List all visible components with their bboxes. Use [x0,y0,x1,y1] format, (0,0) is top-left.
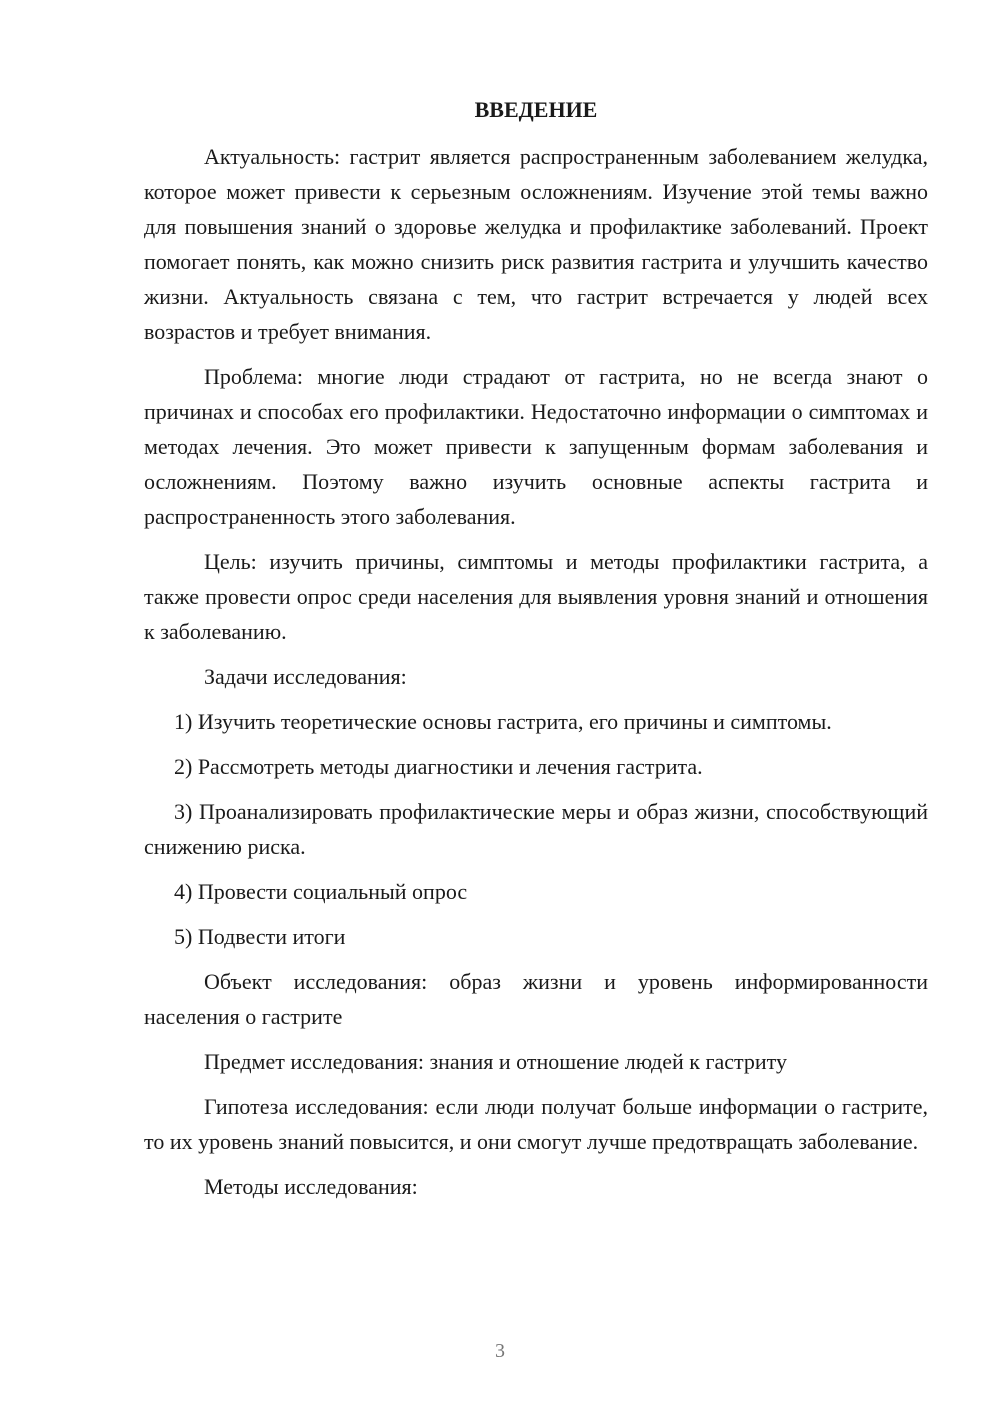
paragraph-methods: Методы исследования: [204,1174,418,1199]
paragraph-object: Объект исследования: образ жизни и уровень информированности населения о гастрите [144,969,928,1029]
task-item-3: 3) Проанализировать профилактические меры и образ жизни, способствующий снижению риска. [144,799,928,859]
task-item-5: 5) Подвести итоги [174,924,346,949]
paragraph-problem: Проблема: многие люди страдают от гастрита, но не всегда знают о причинах и способах его профилактики. Недостаточно информации о симптомах и методах лечения. Это может привести к запущенным формам заболевания и осложнениям. Поэтому важно изучить основные аспекты гастрита и распространенность этого заболевания. [144,364,928,529]
paragraph-hypothesis: Гипотеза исследования: если люди получат больше информации о гастрите, то их уровень знаний повысится, и они смогут лучше предотвращать заболевание. [144,1094,928,1154]
task-item-4: 4) Провести социальный опрос [174,879,468,904]
paragraph-relevance: Актуальность: гастрит является распространенным заболеванием желудка, которое может привести к серьезным осложнениям. Изучение этой темы важно для повышения знаний о здоровье желудка и профилактике заболеваний. Проект помогает понять, как можно снизить риск развития гастрита и улучшить качество жизни. Актуальность связана с тем, что гастрит встречается у людей всех возрастов и требует внимания. [144,144,928,344]
page-content [144,92,928,1214]
page-number: 3 [495,1340,505,1362]
paragraph-tasks-heading: Задачи исследования: [204,664,407,689]
task-item-1: 1) Изучить теоретические основы гастрита, его причины и симптомы. [174,709,832,734]
paragraph-goal: Цель: изучить причины, симптомы и методы профилактики гастрита, а также провести опрос среди населения для выявления уровня знаний и отношения к заболеванию. [144,549,928,644]
task-item-2: 2) Рассмотреть методы диагностики и лечения гастрита. [174,754,703,779]
paragraph-subject: Предмет исследования: знания и отношение людей к гастриту [204,1049,787,1074]
page-heading: ВВЕДЕНИЕ [474,97,598,122]
